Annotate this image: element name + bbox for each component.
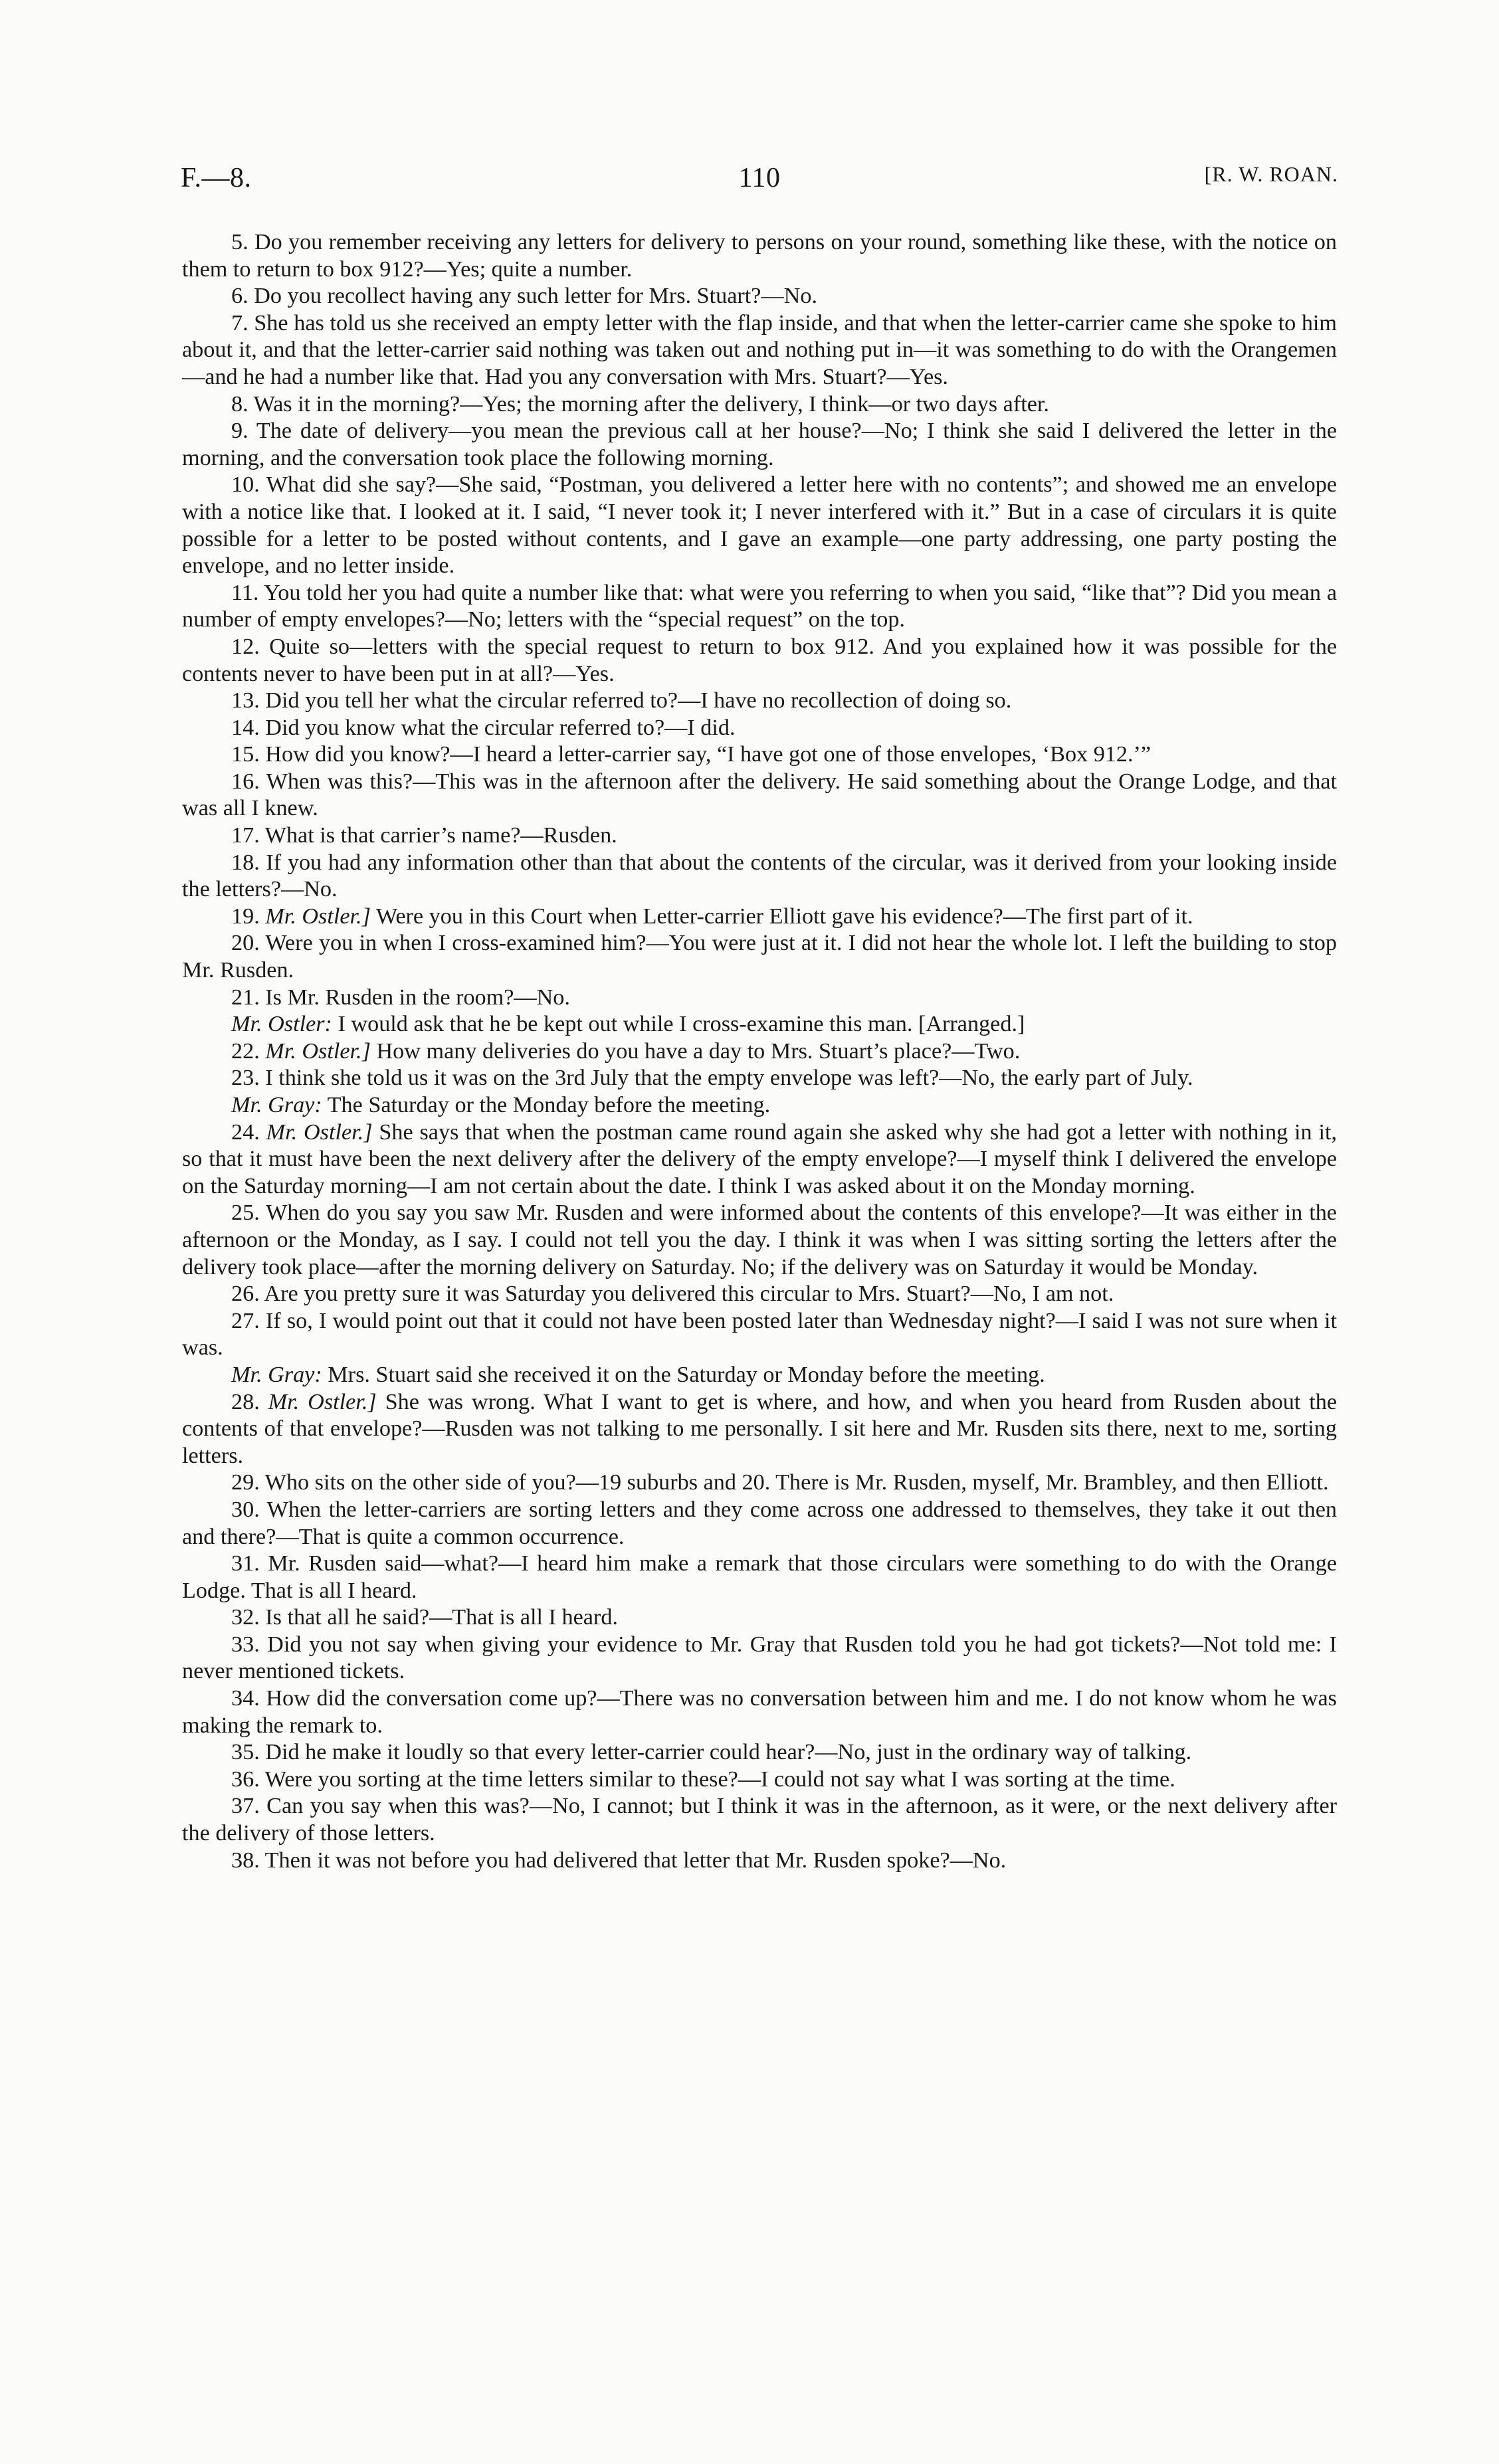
question-number: 22. [231, 1038, 266, 1064]
testimony-paragraph [182, 1793, 1337, 1847]
paragraph-text: She says that when the postman came round again she asked why she had got a letter with nothing in it, so that it must have been the next delivery after the delivery of the empty envelope?—I myself think I delivered the envelope on the Saturday morning—I am not certain about the date. I think I was asked about it on the Monday morning. [182, 1119, 1338, 1198]
testimony-paragraph [182, 1766, 1337, 1794]
testimony-paragraph [182, 1551, 1337, 1604]
testimony-paragraph [182, 1281, 1337, 1308]
speaker-label: Mr. Ostler.] [265, 1038, 371, 1064]
testimony-paragraph [182, 1497, 1337, 1551]
paragraph-text: Was it in the morning?—Yes; the morning after the delivery, I think—or two days after. [253, 391, 1049, 417]
paragraph-text: How did you know?—I heard a letter-carrier say, “I have got one of those envelopes, ‘Box 912.’” [265, 742, 1151, 767]
paragraph-text: When do you say you saw Mr. Rusden and were informed about the contents of this envelope?—It was either in the afternoon or the Monday, as I say. I could not tell you the day. I think it was when I was sitting sorting the letters after the delivery took place—after the morning delivery on Saturday. No; if the delivery was on Saturday it would be Monday. [182, 1200, 1337, 1279]
paragraph-text: Were you in when I cross-examined him?—You were just at it. I did not hear the whole lot. I left the building to stop Mr. Rusden. [182, 931, 1337, 983]
question-number: 5. [231, 230, 254, 254]
testimony-paragraph [182, 715, 1337, 742]
testimony-paragraph [182, 1632, 1337, 1685]
question-number: 35. [231, 1740, 266, 1765]
testimony-paragraph [182, 1065, 1337, 1092]
testimony-body [182, 229, 1337, 1874]
paragraph-text: Is Mr. Rusden in the room?—No. [265, 985, 570, 1010]
question-number: 17. [231, 823, 265, 848]
testimony-paragraph [182, 822, 1337, 850]
testimony-paragraph [182, 1200, 1337, 1281]
paragraph-text: If so, I would point out that it could not have been posted later than Wednesday night?—I said I was not sure when it was. [182, 1308, 1337, 1361]
question-number: 38. [231, 1848, 265, 1873]
paragraph-text: Do you recollect having any such letter for Mrs. Stuart?—No. [254, 284, 817, 309]
question-number: 14. [231, 715, 266, 740]
paragraph-text: When was this?—This was in the afternoon after the delivery. He said something about the Orange Lodge, and that was all I knew. [182, 769, 1337, 821]
question-number: 25. [231, 1200, 266, 1226]
testimony-paragraph [182, 1469, 1337, 1497]
question-number: 37. [231, 1794, 267, 1819]
question-number: 6. [231, 284, 254, 309]
speaker-label: Mr. Ostler: [231, 1012, 332, 1037]
paragraph-text: Were you in this Court when Letter-carrier Elliott gave his evidence?—The first part of it. [375, 903, 1193, 929]
question-number: 34. [231, 1686, 266, 1711]
testimony-paragraph [182, 1308, 1337, 1362]
paragraph-text: Quite so—letters with the special request to return to box 912. And you explained how it was possible for the contents never to have been put in at all?—Yes. [182, 634, 1338, 686]
testimony-paragraph [182, 688, 1337, 715]
paragraph-text: How many deliveries do you have a day to Mrs. Stuart’s place?—Two. [376, 1038, 1021, 1064]
testimony-paragraph [182, 1739, 1337, 1766]
question-number: 29. [231, 1470, 265, 1495]
paragraph-text: The Saturday or the Monday before the meeting. [327, 1093, 771, 1117]
question-number: 36. [231, 1766, 265, 1792]
testimony-paragraph [182, 903, 1337, 931]
question-number: 15. [231, 742, 266, 767]
question-number: 32. [231, 1605, 266, 1630]
testimony-paragraph [182, 472, 1337, 579]
testimony-paragraph [182, 1604, 1337, 1632]
testimony-paragraph [182, 391, 1337, 419]
question-number: 13. [231, 688, 266, 713]
paragraph-text: I think she told us it was on the 3rd July that the empty envelope was left?—No, the early part of July. [265, 1066, 1193, 1091]
testimony-paragraph [182, 1389, 1337, 1470]
paragraph-text: Mr. Rusden said—what?—I heard him make a remark that those circulars were something to do with the Orange Lodge. That is all I heard. [182, 1551, 1338, 1603]
question-number: 16. [231, 769, 266, 794]
testimony-paragraph [182, 229, 1337, 283]
paragraph-text: Mrs. Stuart said she received it on the Saturday or Monday before the meeting. [328, 1362, 1045, 1387]
question-number: 8. [231, 391, 254, 417]
testimony-paragraph [182, 580, 1337, 634]
speaker-label: Mr. Ostler.] [266, 1119, 373, 1145]
paragraph-text: Did he make it loudly so that every letter-carrier could hear?—No, just in the ordinary way of talking. [265, 1740, 1192, 1765]
testimony-paragraph [182, 930, 1337, 984]
question-number: 7. [231, 310, 254, 335]
question-number: 10. [231, 472, 266, 498]
speaker-label: Mr. Ostler.] [268, 1389, 377, 1414]
question-number: 19. [231, 903, 266, 929]
question-number: 9. [231, 419, 256, 444]
paragraph-text: Were you sorting at the time letters similar to these?—I could not say what I was sorting at the time. [264, 1766, 1175, 1792]
question-number: 18. [231, 850, 266, 875]
paragraph-text: Can you say when this was?—No, I cannot; but I think it was in the afternoon, as it were, or the next delivery after the delivery of those letters. [182, 1794, 1338, 1846]
question-number: 11. [231, 580, 264, 605]
question-number: 26. [231, 1281, 264, 1307]
question-number: 24. [231, 1119, 266, 1145]
testimony-paragraph [182, 850, 1337, 903]
paragraph-text: What did she say?—She said, “Postman, you delivered a letter here with no contents”; and showed me an envelope with a notice like that. I looked at it. I said, “I never took it; I never interfered with it.” But in a case of circulars it is quite possible for a letter to be posted without contents, and I gave an example—one party addressing, one party posting the envelope, and no letter inside. [182, 472, 1337, 579]
question-number: 12. [231, 634, 270, 659]
question-number: 27. [231, 1308, 266, 1333]
paragraph-text: If you had any information other than that about the contents of the circular, was it derived from your looking inside the letters?—No. [182, 850, 1337, 902]
page-number: 110 [738, 163, 781, 193]
question-number: 20. [231, 931, 266, 956]
question-number: 31. [231, 1551, 268, 1576]
testimony-paragraph [182, 985, 1337, 1012]
testimony-paragraph [182, 1092, 1337, 1119]
question-number: 33. [231, 1632, 268, 1657]
question-number: 28. [231, 1389, 268, 1414]
question-number: 23. [231, 1066, 266, 1091]
paragraph-text: Is that all he said?—That is all I heard. [265, 1605, 618, 1630]
paragraph-text: Who sits on the other side of you?—19 suburbs and 20. There is Mr. Rusden, myself, Mr. Brambley, and then Elliott. [264, 1470, 1329, 1495]
paragraph-text: Did you know what the circular referred to?—I did. [265, 715, 736, 740]
testimony-paragraph [182, 1685, 1337, 1739]
paragraph-text: I would ask that he be kept out while I cross-examine this man. [Arranged.] [338, 1012, 1025, 1037]
testimony-paragraph [182, 1362, 1337, 1389]
testimony-paragraph [182, 418, 1337, 472]
paragraph-text: How did the conversation come up?—There was no conversation between him and me. I do not know whom he was making the remark to. [182, 1686, 1337, 1738]
paragraph-text: Are you pretty sure it was Saturday you delivered this circular to Mrs. Stuart?—No, I am not. [264, 1281, 1114, 1307]
paragraph-text: Do you remember receiving any letters for delivery to persons on your round, something like these, with the notice on them to return to box 912?—Yes; quite a number. [182, 230, 1337, 282]
testimony-paragraph [182, 310, 1337, 391]
paragraph-text: Then it was not before you had delivered that letter that Mr. Rusden spoke?—No. [264, 1848, 1007, 1873]
paragraph-text: The date of delivery—you mean the previous call at her house?—No; I think she said I delivered the letter in the morning, and the conversation took place the following morning. [182, 419, 1337, 470]
paragraph-text: When the letter-carriers are sorting letters and they come across one addressed to themselves, they take it out then and there?—That is quite a common occurrence. [182, 1497, 1337, 1549]
testimony-paragraph [182, 1038, 1337, 1066]
paragraph-text: You told her you had quite a number like that: what were you referring to when you said, “like that”? Did you mean a number of empty envelopes?—No; letters with the “special request” on the top. [182, 580, 1337, 632]
speaker-label: Mr. Gray: [231, 1362, 322, 1387]
testimony-paragraph [182, 634, 1337, 688]
page-header [181, 162, 1338, 209]
testimony-paragraph [182, 741, 1337, 769]
testimony-paragraph [182, 283, 1337, 310]
testimony-paragraph [182, 1011, 1337, 1038]
testimony-paragraph [182, 769, 1337, 822]
paper-reference: F.—8. [181, 163, 252, 193]
question-number: 21. [231, 985, 266, 1010]
speaker-label: Mr. Gray: [231, 1093, 322, 1117]
paragraph-text: Did you not say when giving your evidence to Mr. Gray that Rusden told you he had got tickets?—Not told me: I never mentioned tickets. [182, 1632, 1337, 1684]
speaker-label: Mr. Ostler.] [265, 903, 371, 929]
testimony-paragraph [182, 1848, 1337, 1875]
paragraph-text: She was wrong. What I want to get is where, and how, and when you heard from Rusden about the contents of that envelope?—Rusden was not talking to me personally. I sit here and Mr. Rusden sits there, next to me, sorting letters. [182, 1389, 1338, 1468]
paragraph-text: She has told us she received an empty letter with the flap inside, and that when the letter-carrier came she spoke to him about it, and that the letter-carrier said nothing was taken out and nothing put in—it was something to do with the Orangemen—and he had a number like that. Had you any conversation with Mrs. Stuart?—Yes. [182, 310, 1337, 389]
testimony-paragraph [182, 1119, 1337, 1200]
paragraph-text: What is that carrier’s name?—Rusden. [264, 823, 617, 848]
paragraph-text: Did you tell her what the circular referred to?—I have no recollection of doing so. [265, 688, 1012, 713]
question-number: 30. [231, 1497, 267, 1522]
witness-name: [R. W. ROAN. [1204, 162, 1338, 186]
